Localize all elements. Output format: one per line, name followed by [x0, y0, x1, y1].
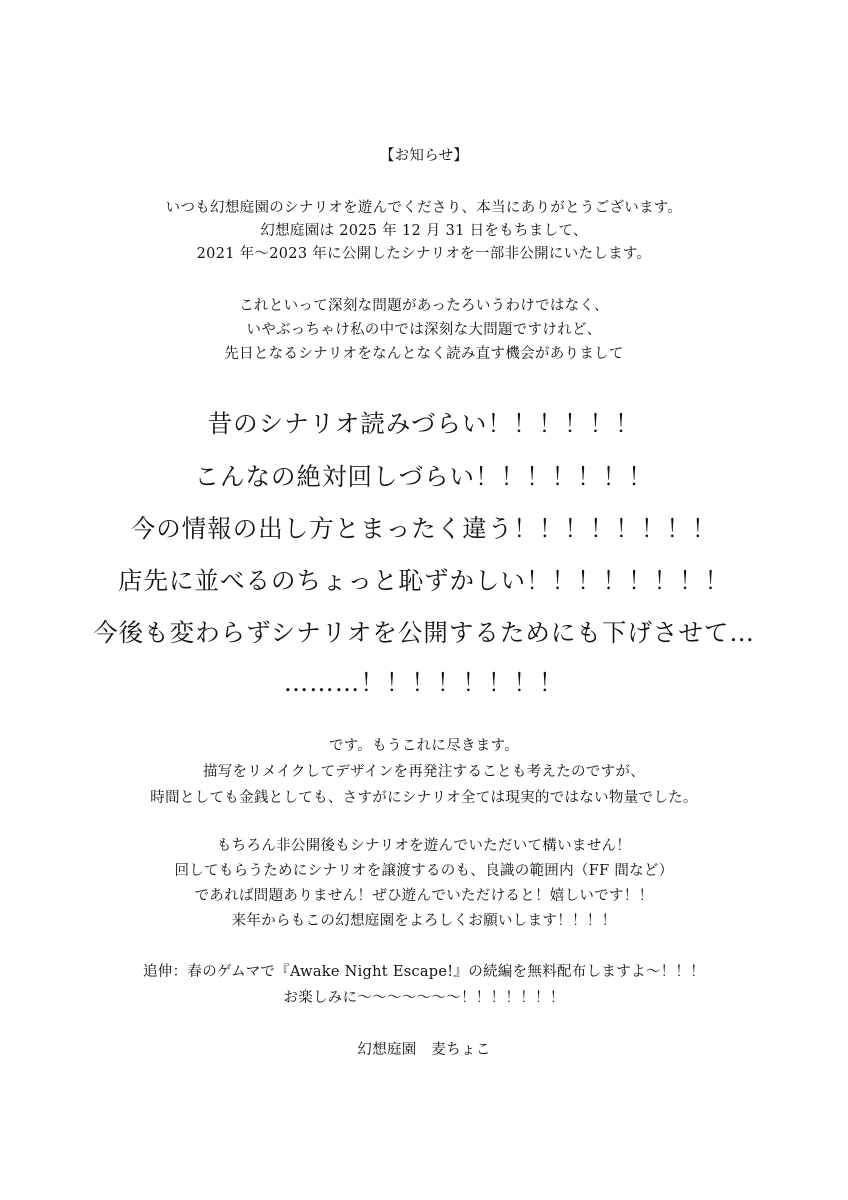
intro-line-2: 幻想庭園は 2025 年 12 月 31 日をもちまして、	[260, 223, 588, 239]
exclamation-line-4: 店先に並べるのちょっと恥ずかしい！！！！！！！！	[118, 566, 730, 595]
reason-line-1: これといって深刻な問題があったろいうわけではなく、	[239, 298, 609, 314]
explanation-line-3: 時間としても金銭としても、さすがにシナリオ全ては現実的ではない物量でした。	[150, 790, 698, 806]
intro-line-3: 2021 年〜2023 年に公開したシナリオを一部非公開にいたします。	[196, 246, 652, 262]
permission-line-3: であれば問題ありません！ぜひ遊んでいただけると！嬉しいです！！	[194, 888, 654, 904]
postscript-line-2: お楽しみに〜〜〜〜〜〜〜！！！！！！！	[283, 990, 565, 1006]
permission-line-1: もちろん非公開後もシナリオを遊んでいただいて構いません！	[216, 838, 632, 854]
exclamation-line-6: ………！！！！！！！！	[283, 668, 565, 697]
notice-heading: 【お知らせ】	[379, 148, 469, 164]
exclamation-line-3: 今の情報の出し方とまったく違う！！！！！！！！	[130, 514, 718, 543]
signature: 幻想庭園 麦ちょこ	[357, 1042, 491, 1058]
exclamation-line-2: こんなの絶対回しづらい！！！！！！！	[194, 462, 654, 491]
exclamation-line-1: 昔のシナリオ読みづらい！！！！！！	[207, 409, 641, 438]
reason-line-3: 先日となるシナリオをなんとなく読み直す機会がありまして	[224, 346, 624, 362]
postscript-line-1: 追伸：春のゲムマで『Awake Night Escape!』の続編を無料配布しますよ〜！！！	[143, 964, 705, 980]
permission-line-2: 回してもらうためにシナリオを譲渡するのも、良識の範囲内（FF 間など）	[174, 863, 674, 879]
explanation-line-1: です。もうこれに尽きます。	[328, 738, 520, 754]
permission-line-4: 来年からもこの幻想庭園をよろしくお願いします！！！！	[231, 913, 617, 929]
explanation-line-2: 描写をリメイクしてデザインを再発注することも考えたのですが、	[202, 764, 646, 780]
exclamation-line-5: 今後も変わらずシナリオを公開するためにも下げさせて…	[93, 618, 755, 647]
intro-line-1: いつも幻想庭園のシナリオを遊んでくださり、本当にありがとうございます。	[165, 200, 683, 216]
reason-line-2: いやぶっちゃけ私の中では深刻な大問題ですけれど、	[246, 322, 602, 338]
